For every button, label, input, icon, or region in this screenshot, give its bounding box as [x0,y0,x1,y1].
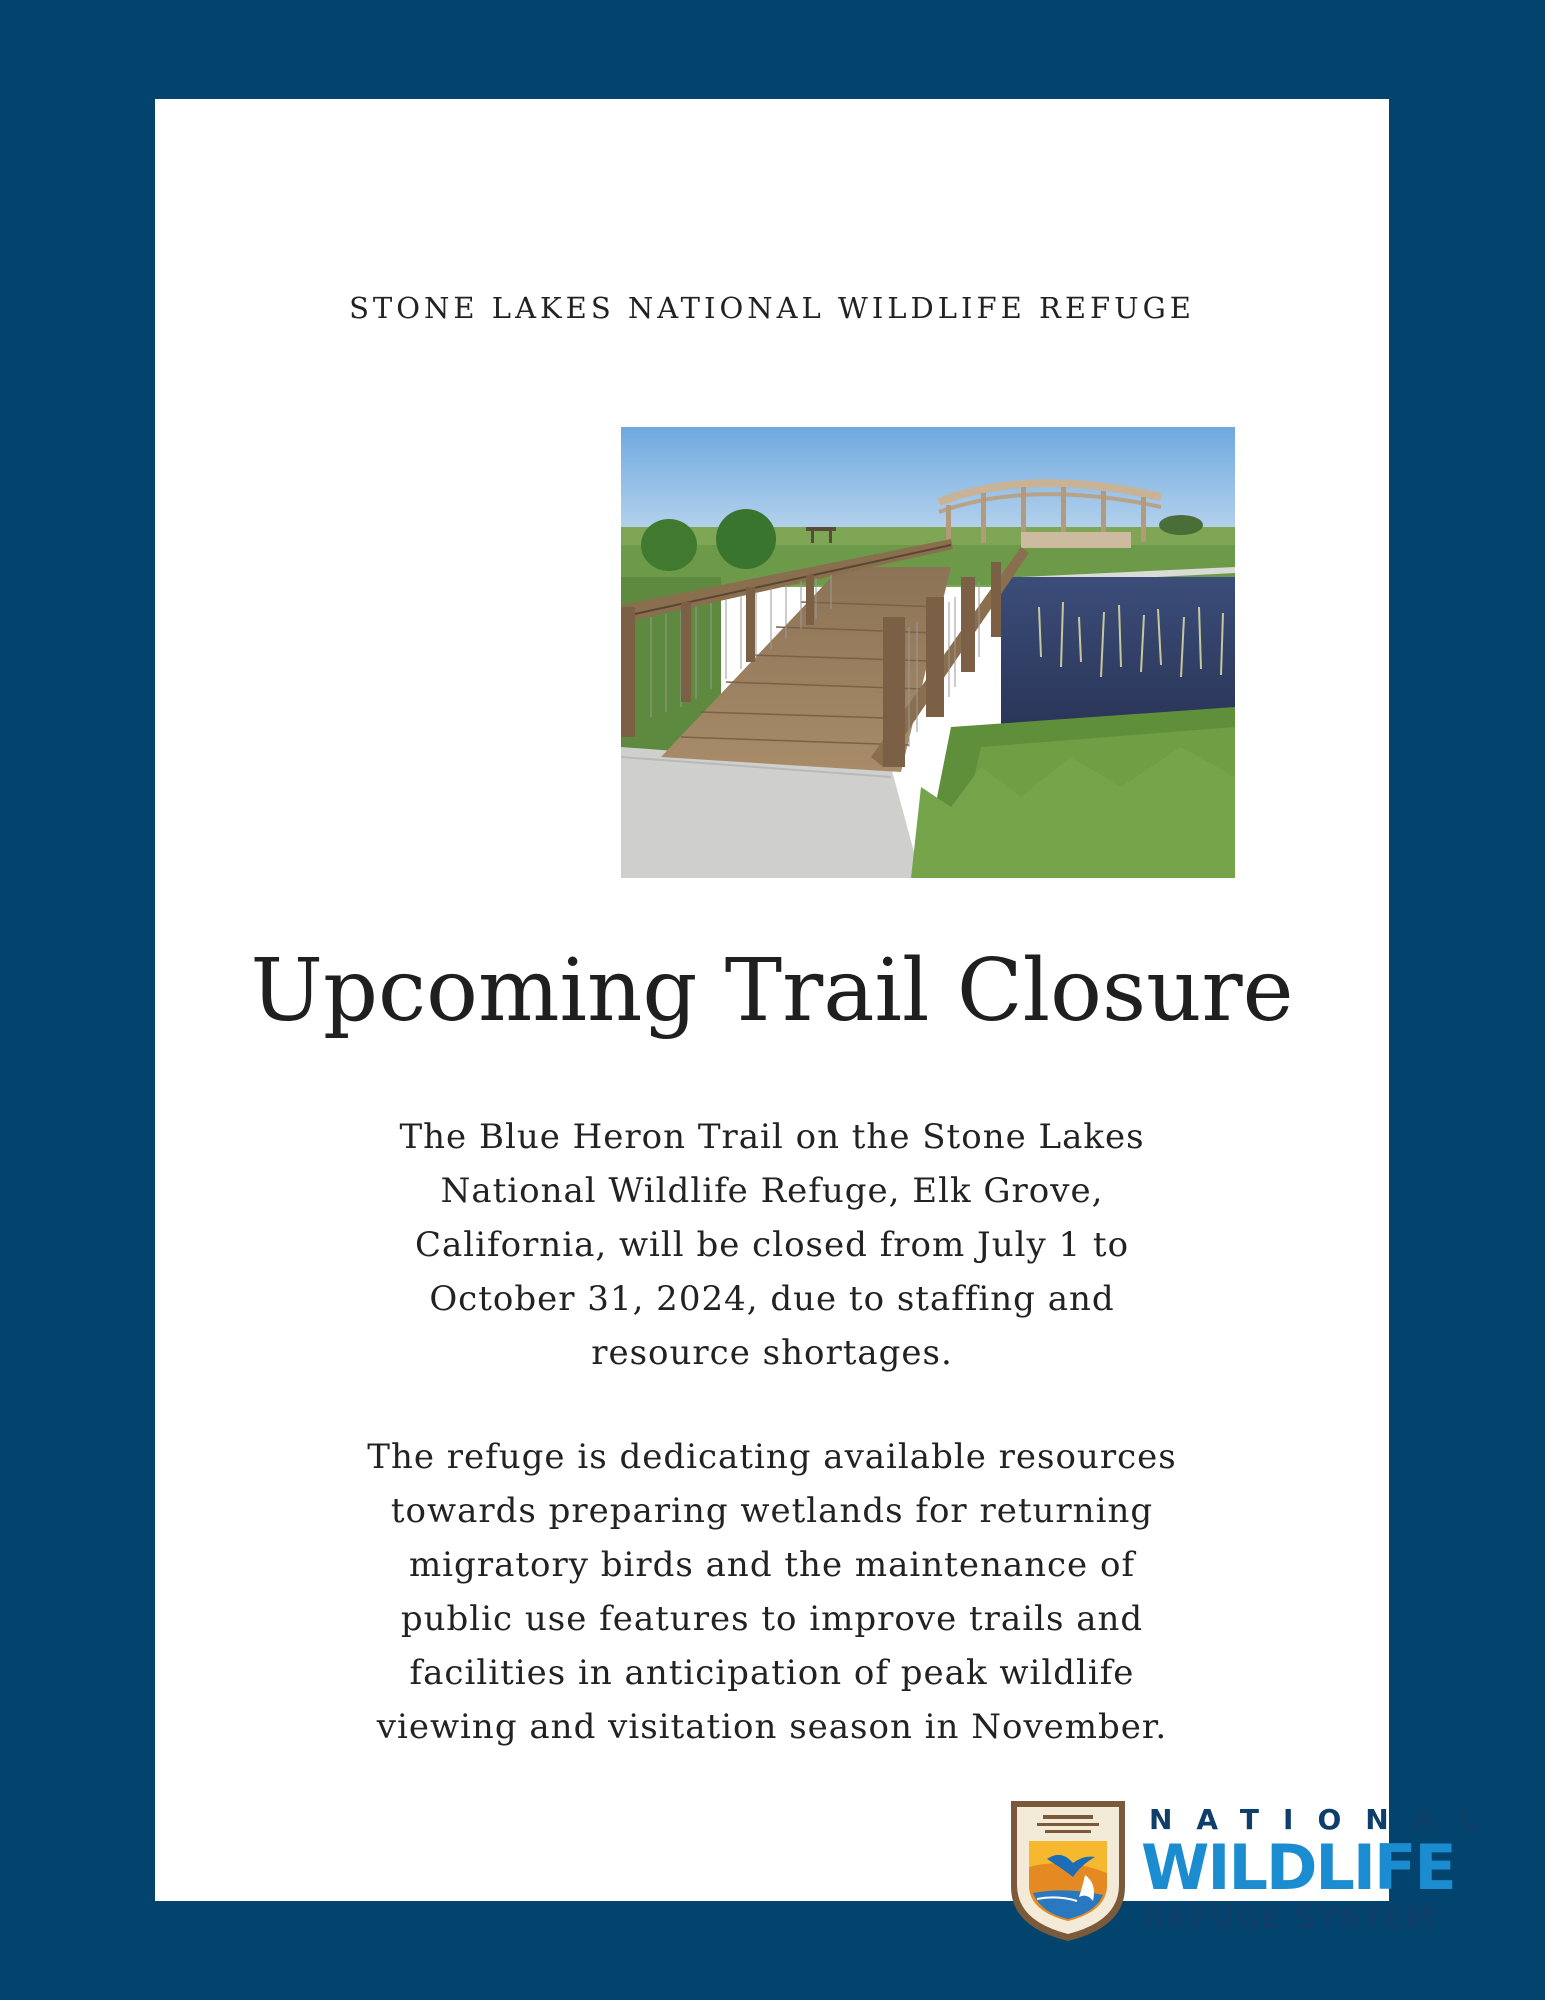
nwrs-wordmark [1141,1797,1501,1943]
logo-line-refuge-system: REFUGE SYSTEM [1143,1901,1436,1936]
flyer-card [155,99,1501,1936]
refuge-name: STONE LAKES NATIONAL WILDLIFE REFUGE [349,291,1195,325]
page-title: Upcoming Trail Closure [250,941,1294,1041]
trail-photo [621,427,1235,878]
usfws-seal-icon [1007,1797,1129,1943]
reason-paragraph: The refuge is dedicating available resources towards preparing wetlands for returning migratory birds and the maintenance of public use features to improve trails and facilities in anticipation of peak wildlife viewing and visitation season in November. [367,1437,1177,1747]
nwrs-logo [1007,1797,1507,1943]
logo-line-national: NATIONAL [1149,1803,1501,1836]
logo-line-wildlife: WILDLIFE [1141,1831,1455,1904]
closure-paragraph: The Blue Heron Trail on the Stone Lakes National Wildlife Refuge, Elk Grove, California, will be closed from July 1 to October 31, 2024, due to staffing and resource shortages. [399,1117,1145,1373]
